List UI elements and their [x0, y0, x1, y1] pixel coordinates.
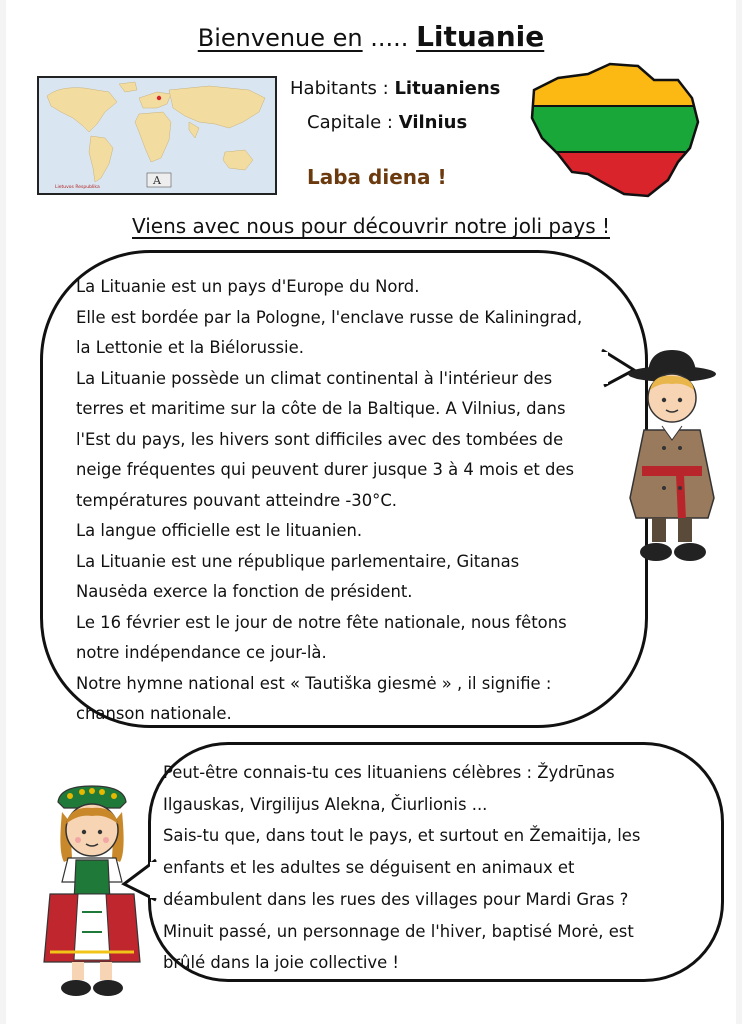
main-text-line: notre indépendance ce jour-là. — [76, 643, 327, 662]
girl-character-illustration — [40, 782, 144, 1002]
second-text-line: déambulent dans les rues des villages pour Mardi Gras ? — [163, 889, 629, 909]
main-text-line: températures pouvant atteindre -30°C. — [76, 490, 397, 510]
title-country: Lituanie — [416, 20, 545, 53]
capital-line — [307, 112, 467, 133]
second-text — [163, 757, 723, 979]
second-text-line: Minuit passé, un personnage de l'hiver, baptisé Morė, est — [163, 921, 634, 941]
capital-label: Capitale : — [307, 112, 393, 133]
boy-character-illustration — [624, 348, 724, 566]
second-text-line: brûlé dans la joie collective ! — [163, 953, 399, 973]
main-text-line: Nausėda exerce la fonction de président. — [76, 582, 413, 601]
main-text-line: chanson nationale. — [76, 704, 232, 723]
inhabitants-value: Lituaniens — [394, 78, 501, 99]
flag-band-red — [528, 152, 700, 200]
greeting: Laba diena ! — [307, 165, 447, 189]
inhabitants-label: Habitants : — [290, 78, 389, 99]
flag-band-green — [528, 106, 700, 152]
main-text-line: La Lituanie est un pays d'Europe du Nord. — [76, 277, 420, 296]
map-caption: Lietuvos Respublika — [55, 185, 100, 190]
main-text-line: la Lettonie et la Biélorussie. — [76, 338, 304, 357]
second-text-line: enfants et les adultes se déguisent en animaux et — [163, 858, 575, 878]
main-text-line: La Lituanie est une république parlementaire, Gitanas — [76, 551, 520, 571]
main-text-line: Elle est bordée par la Pologne, l'enclave russe de Kaliningrad, — [76, 307, 583, 327]
lithuania-flag-map — [528, 58, 700, 200]
main-text-line: La langue officielle est le lituanien. — [76, 521, 363, 540]
page-title — [0, 20, 742, 53]
main-text-line: La Lituanie possède un climat continental à l'intérieur des — [76, 368, 553, 388]
main-text-line: neige fréquentes qui peuvent durer jusque 3 à 4 mois et des — [76, 460, 575, 479]
title-prefix: Bienvenue en — [197, 24, 363, 52]
main-text-line: Le 16 février est le jour de notre fête nationale, nous fêtons — [76, 612, 567, 632]
capital-value: Vilnius — [398, 112, 468, 133]
second-text-line: Peut-être connais-tu ces lituaniens célèbres : Žydrūnas — [163, 763, 615, 782]
main-text — [76, 272, 646, 730]
main-text-line: l'Est du pays, les hivers sont difficiles avec des tombées de — [76, 429, 564, 449]
second-text-line: Sais-tu que, dans tout le pays, et surtout en Žemaitija, les — [163, 826, 641, 846]
world-map — [37, 76, 277, 195]
title-dots: ..... — [370, 24, 409, 52]
main-text-line: terres et maritime sur la côte de la Baltique. A Vilnius, dans — [76, 399, 566, 418]
map-emblem: A — [153, 174, 161, 187]
main-text-line: Notre hymne national est « Tautiška giesmė » , il signifie : — [76, 673, 552, 693]
second-text-line: Ilgauskas, Virgilijus Alekna, Čiurlionis ... — [163, 794, 488, 814]
subtitle: Viens avec nous pour découvrir notre joli pays ! — [131, 214, 610, 238]
inhabitants-line — [290, 78, 500, 99]
